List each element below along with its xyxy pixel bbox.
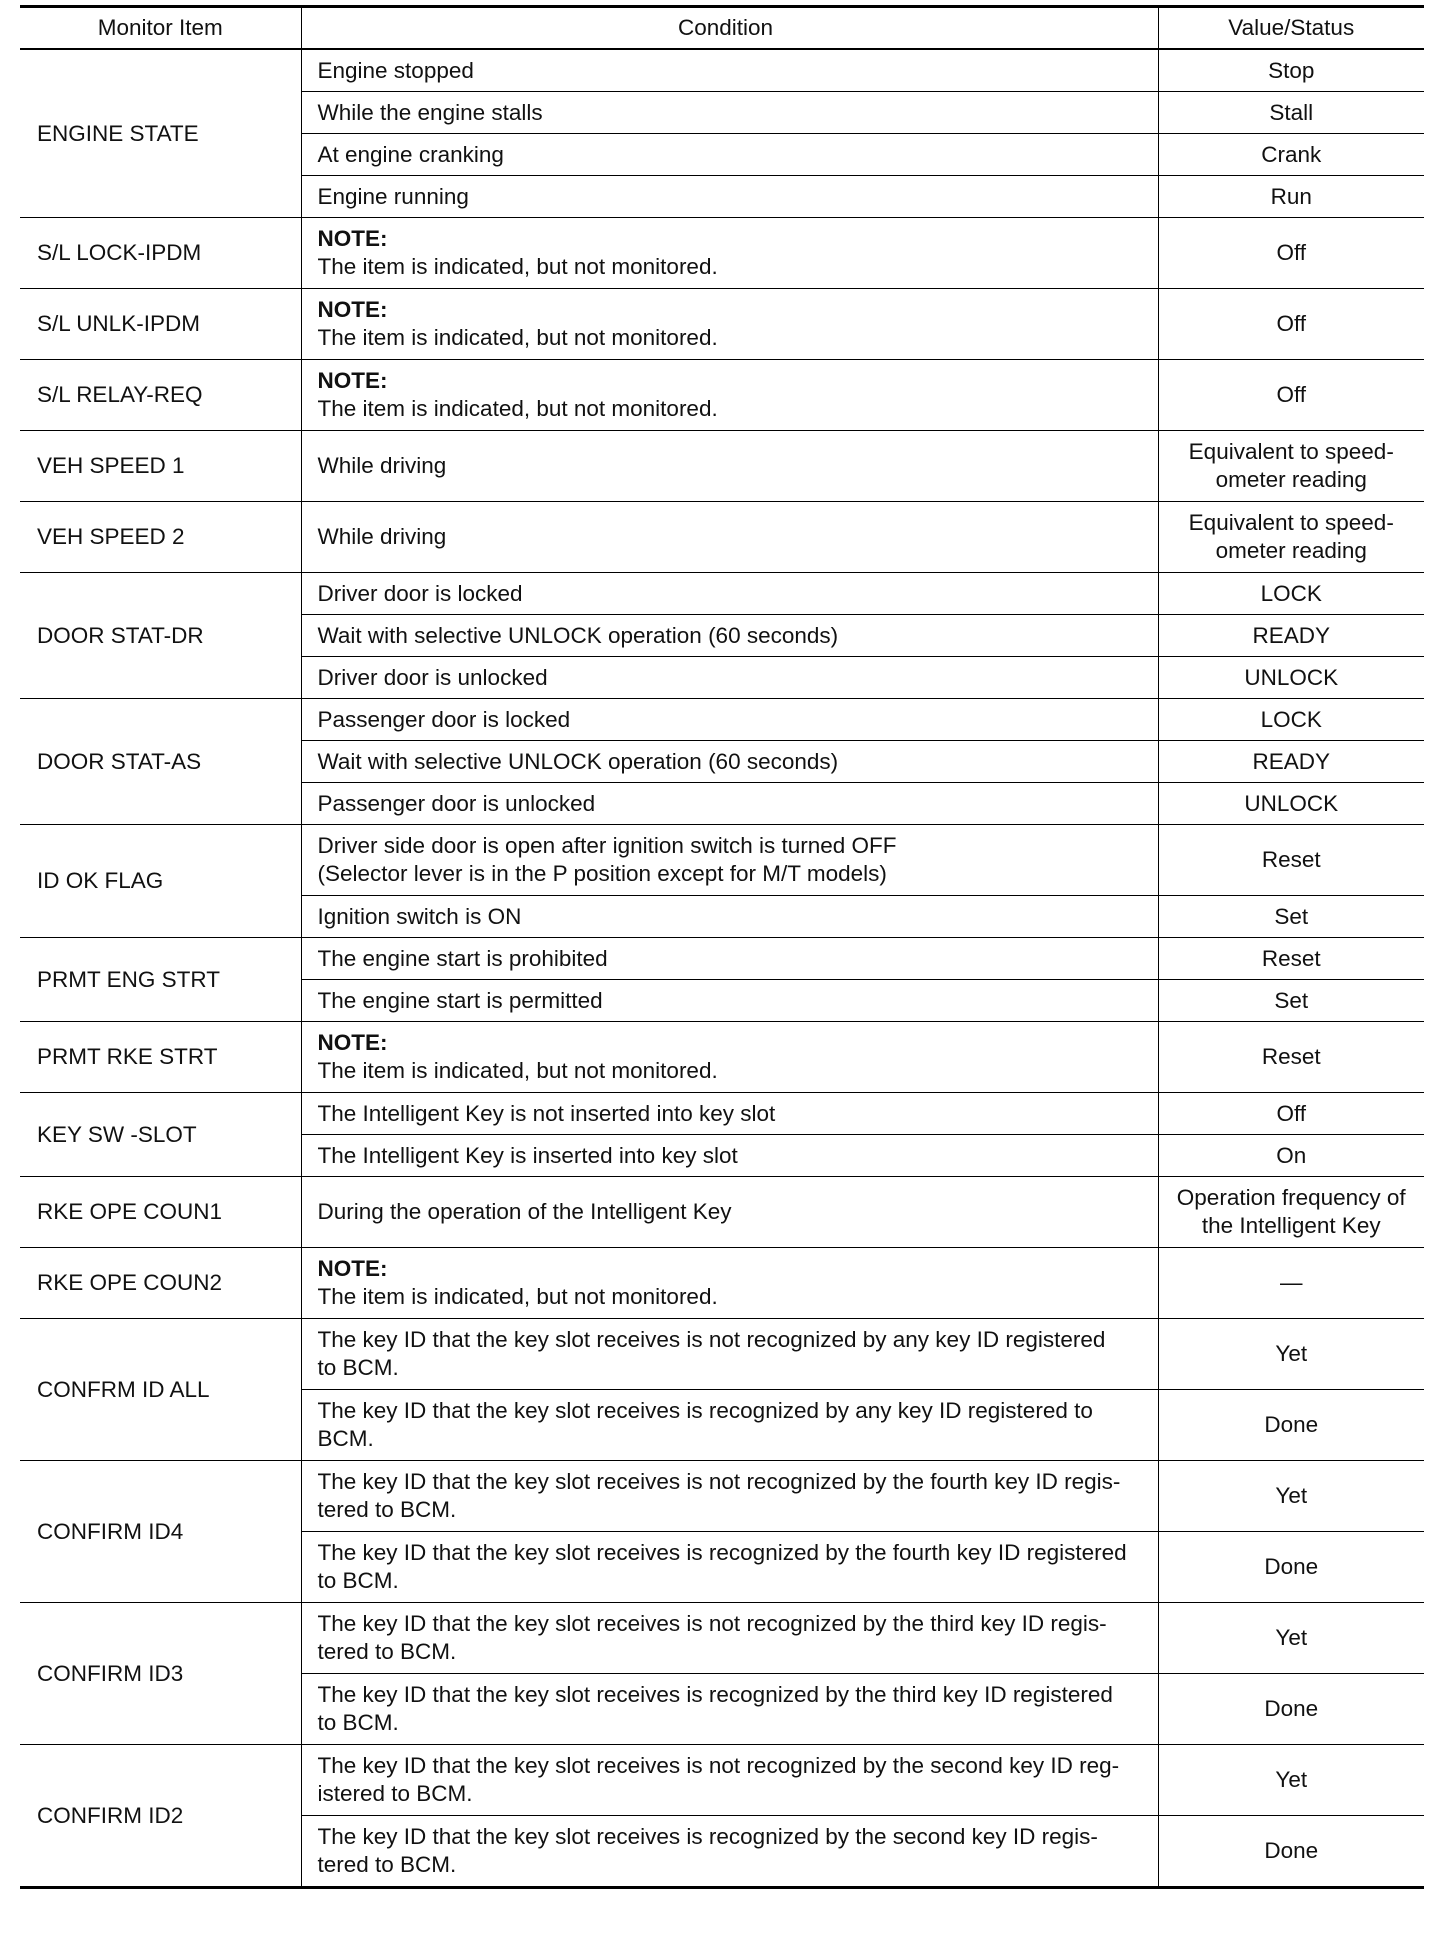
value-status-cell: Done bbox=[1158, 1674, 1424, 1745]
condition-cell: The key ID that the key slot receives is recognized by any key ID registered to BCM. bbox=[301, 1390, 1158, 1461]
condition-text: The item is indicated, but not monitored. bbox=[317, 396, 718, 421]
condition-cell: While driving bbox=[301, 502, 1158, 573]
value-status-cell: Yet bbox=[1158, 1319, 1424, 1390]
condition-cell: The engine start is prohibited bbox=[301, 938, 1158, 980]
table-row bbox=[20, 938, 1424, 980]
condition-text: The item is indicated, but not monitored. bbox=[317, 1284, 718, 1309]
table-row bbox=[20, 825, 1424, 896]
table-row bbox=[20, 218, 1424, 289]
condition-cell: Passenger door is locked bbox=[301, 699, 1158, 741]
value-status-cell: Crank bbox=[1158, 134, 1424, 176]
table-body bbox=[20, 49, 1424, 1888]
value-status-cell: Stall bbox=[1158, 92, 1424, 134]
value-status-cell: Operation frequency of the Intelligent Key bbox=[1158, 1177, 1424, 1248]
value-status-cell: Equivalent to speed- ometer reading bbox=[1158, 502, 1424, 573]
header-value-status: Value/Status bbox=[1158, 7, 1424, 50]
monitor-item-cell: ENGINE STATE bbox=[20, 49, 301, 218]
monitor-item-cell: ID OK FLAG bbox=[20, 825, 301, 938]
condition-cell: The key ID that the key slot receives is recognized by the second key ID regis- tered to BCM. bbox=[301, 1816, 1158, 1888]
monitor-item-document bbox=[20, 5, 1424, 1889]
monitor-item-cell: CONFIRM ID4 bbox=[20, 1461, 301, 1603]
condition-cell: The key ID that the key slot receives is not recognized by the third key ID regis- tered to BCM. bbox=[301, 1603, 1158, 1674]
table-row bbox=[20, 1093, 1424, 1135]
condition-text: The item is indicated, but not monitored. bbox=[317, 1058, 718, 1083]
condition-cell: During the operation of the Intelligent Key bbox=[301, 1177, 1158, 1248]
value-status-cell: Done bbox=[1158, 1532, 1424, 1603]
condition-cell bbox=[301, 218, 1158, 289]
condition-cell bbox=[301, 1248, 1158, 1319]
value-status-cell: READY bbox=[1158, 615, 1424, 657]
value-status-cell: Stop bbox=[1158, 49, 1424, 92]
monitor-item-cell: S/L UNLK-IPDM bbox=[20, 289, 301, 360]
note-label: NOTE: bbox=[317, 297, 388, 322]
table-row bbox=[20, 360, 1424, 431]
value-status-cell: Done bbox=[1158, 1816, 1424, 1888]
value-status-cell: LOCK bbox=[1158, 573, 1424, 615]
note-label: NOTE: bbox=[317, 226, 388, 251]
monitor-item-cell: PRMT ENG STRT bbox=[20, 938, 301, 1022]
condition-cell: The key ID that the key slot receives is not recognized by any key ID registered to BCM. bbox=[301, 1319, 1158, 1390]
note-label: NOTE: bbox=[317, 1256, 388, 1281]
condition-cell: The key ID that the key slot receives is recognized by the third key ID registered to BCM. bbox=[301, 1674, 1158, 1745]
condition-cell: Wait with selective UNLOCK operation (60 seconds) bbox=[301, 741, 1158, 783]
table-row bbox=[20, 1248, 1424, 1319]
value-status-cell: UNLOCK bbox=[1158, 657, 1424, 699]
monitor-item-cell: DOOR STAT-AS bbox=[20, 699, 301, 825]
condition-cell: The Intelligent Key is inserted into key slot bbox=[301, 1135, 1158, 1177]
value-status-cell: Reset bbox=[1158, 1022, 1424, 1093]
condition-cell: Driver door is unlocked bbox=[301, 657, 1158, 699]
monitor-item-cell: DOOR STAT-DR bbox=[20, 573, 301, 699]
condition-cell: Engine running bbox=[301, 176, 1158, 218]
value-status-cell: Off bbox=[1158, 360, 1424, 431]
monitor-item-cell: RKE OPE COUN2 bbox=[20, 1248, 301, 1319]
monitor-item-cell: S/L RELAY-REQ bbox=[20, 360, 301, 431]
value-status-cell: Set bbox=[1158, 896, 1424, 938]
condition-cell: The engine start is permitted bbox=[301, 980, 1158, 1022]
value-status-cell: READY bbox=[1158, 741, 1424, 783]
header-condition: Condition bbox=[301, 7, 1158, 50]
condition-cell: At engine cranking bbox=[301, 134, 1158, 176]
monitor-item-cell: CONFIRM ID3 bbox=[20, 1603, 301, 1745]
table-header bbox=[20, 7, 1424, 50]
table-row bbox=[20, 1603, 1424, 1674]
table-row bbox=[20, 1319, 1424, 1390]
condition-cell bbox=[301, 360, 1158, 431]
value-status-cell: — bbox=[1158, 1248, 1424, 1319]
monitor-item-cell: CONFIRM ID2 bbox=[20, 1745, 301, 1888]
value-status-cell: Reset bbox=[1158, 825, 1424, 896]
table-row bbox=[20, 502, 1424, 573]
condition-cell bbox=[301, 1022, 1158, 1093]
condition-cell: The Intelligent Key is not inserted into key slot bbox=[301, 1093, 1158, 1135]
value-status-cell: Yet bbox=[1158, 1603, 1424, 1674]
value-status-cell: UNLOCK bbox=[1158, 783, 1424, 825]
value-status-cell: Run bbox=[1158, 176, 1424, 218]
condition-cell bbox=[301, 289, 1158, 360]
condition-text: The item is indicated, but not monitored. bbox=[317, 325, 718, 350]
value-status-cell: Done bbox=[1158, 1390, 1424, 1461]
monitor-item-cell: RKE OPE COUN1 bbox=[20, 1177, 301, 1248]
value-status-cell: On bbox=[1158, 1135, 1424, 1177]
monitor-item-cell: KEY SW -SLOT bbox=[20, 1093, 301, 1177]
condition-cell: The key ID that the key slot receives is recognized by the fourth key ID registered to BCM. bbox=[301, 1532, 1158, 1603]
condition-cell: The key ID that the key slot receives is not recognized by the second key ID reg- istered to BCM. bbox=[301, 1745, 1158, 1816]
table-row bbox=[20, 431, 1424, 502]
value-status-cell: Off bbox=[1158, 218, 1424, 289]
condition-cell: Wait with selective UNLOCK operation (60 seconds) bbox=[301, 615, 1158, 657]
note-label: NOTE: bbox=[317, 1030, 388, 1055]
condition-cell: Engine stopped bbox=[301, 49, 1158, 92]
header-monitor-item: Monitor Item bbox=[20, 7, 301, 50]
table-row bbox=[20, 1022, 1424, 1093]
condition-cell: Driver side door is open after ignition switch is turned OFF (Selector lever is in the P position except for M/T models) bbox=[301, 825, 1158, 896]
monitor-item-cell: VEH SPEED 1 bbox=[20, 431, 301, 502]
condition-cell: The key ID that the key slot receives is not recognized by the fourth key ID regis- tered to BCM. bbox=[301, 1461, 1158, 1532]
monitor-item-cell: CONFRM ID ALL bbox=[20, 1319, 301, 1461]
value-status-cell: LOCK bbox=[1158, 699, 1424, 741]
table-row bbox=[20, 1177, 1424, 1248]
condition-cell: Passenger door is unlocked bbox=[301, 783, 1158, 825]
condition-cell: Ignition switch is ON bbox=[301, 896, 1158, 938]
value-status-cell: Off bbox=[1158, 1093, 1424, 1135]
value-status-cell: Yet bbox=[1158, 1745, 1424, 1816]
table-row bbox=[20, 49, 1424, 92]
table-row bbox=[20, 1461, 1424, 1532]
condition-text: The item is indicated, but not monitored. bbox=[317, 254, 718, 279]
value-status-cell: Equivalent to speed- ometer reading bbox=[1158, 431, 1424, 502]
value-status-cell: Reset bbox=[1158, 938, 1424, 980]
value-status-cell: Yet bbox=[1158, 1461, 1424, 1532]
note-label: NOTE: bbox=[317, 368, 388, 393]
condition-cell: While the engine stalls bbox=[301, 92, 1158, 134]
monitor-item-cell: S/L LOCK-IPDM bbox=[20, 218, 301, 289]
table-row bbox=[20, 1745, 1424, 1816]
condition-cell: Driver door is locked bbox=[301, 573, 1158, 615]
condition-cell: While driving bbox=[301, 431, 1158, 502]
monitor-item-table bbox=[20, 5, 1424, 1889]
value-status-cell: Set bbox=[1158, 980, 1424, 1022]
table-row bbox=[20, 573, 1424, 615]
value-status-cell: Off bbox=[1158, 289, 1424, 360]
monitor-item-cell: VEH SPEED 2 bbox=[20, 502, 301, 573]
table-row bbox=[20, 699, 1424, 741]
monitor-item-cell: PRMT RKE STRT bbox=[20, 1022, 301, 1093]
table-row bbox=[20, 289, 1424, 360]
